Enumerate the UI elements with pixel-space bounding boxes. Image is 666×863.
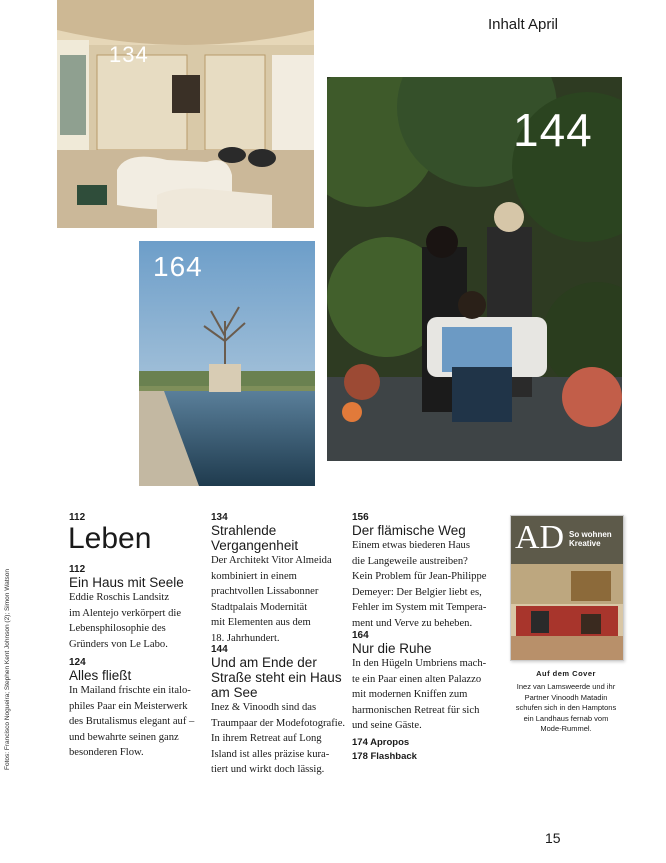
caption-line: Inez van Lamsweerde und ihr	[516, 682, 616, 691]
cover-logo: AD	[515, 519, 565, 556]
entry-title: Der flämische Weg	[352, 523, 466, 538]
text-line: philes Paar ein Meisterwerk	[69, 700, 188, 712]
toc-entry	[69, 564, 199, 652]
page-number-overlay: 134	[109, 42, 149, 67]
toc-extra-flashback: 178 Flashback	[352, 751, 417, 762]
photo-umbria-pool	[139, 241, 315, 486]
text-line: Einem etwas biederen Haus	[352, 540, 470, 551]
photo-lisbon-palace	[57, 0, 314, 228]
text-line: In den Hügeln Umbriens mach-	[352, 658, 487, 669]
title-line: Straße steht ein Haus	[211, 670, 342, 685]
text-line: Fehler im System mit Tempera-	[352, 602, 487, 613]
entry-text	[352, 656, 492, 734]
text-line: und bewahrte seinen ganz	[69, 731, 179, 743]
entry-title: Alles fließt	[69, 668, 132, 683]
page-header: Inhalt April	[487, 16, 558, 33]
entry-page: 164	[352, 630, 369, 641]
entry-text	[352, 538, 492, 631]
text-line: besonderen Flow.	[69, 747, 144, 758]
entry-page: 134	[211, 512, 228, 523]
entry-text	[211, 553, 346, 646]
title-line: Vergangenheit	[211, 538, 299, 553]
cover-label: Auf dem Cover	[536, 669, 596, 678]
text-line: 18. Jahrhundert.	[211, 632, 280, 644]
title-line: am See	[211, 685, 258, 700]
text-line: Stadtpalais Modernität	[211, 601, 308, 613]
cover-thumbnail	[510, 515, 624, 661]
toc-entry	[352, 512, 492, 631]
cover-headline: So wohnen Kreative	[569, 530, 612, 548]
cover-caption	[503, 682, 629, 735]
text-line: mit Elementen aus dem	[211, 617, 311, 628]
text-line: mit modernen Kniffen zum	[352, 689, 468, 700]
title-line: Strahlende	[211, 523, 277, 538]
text-line: Traumpaar der Modefotografie.	[211, 717, 346, 729]
toc-entry	[69, 657, 204, 761]
toc-entry	[352, 630, 492, 734]
page-number-overlay: 164	[153, 251, 203, 282]
text-line: im Alentejo verkörpert die	[69, 607, 182, 619]
caption-line: Mode-Rummel.	[540, 724, 592, 733]
toc-entry	[211, 644, 346, 778]
entry-page: 156	[352, 512, 369, 523]
section-title: Leben	[68, 522, 152, 555]
text-line: harmonischen Retreat für sich	[352, 704, 480, 716]
text-line: Demeyer: Der Belgier liebt es,	[352, 586, 482, 598]
entry-text	[69, 683, 204, 761]
photo-inez-vinoodh	[327, 77, 622, 461]
caption-line: Partner Vinoodh Matadin	[524, 692, 608, 702]
page-folio: 15	[545, 830, 561, 846]
entry-title: Ein Haus mit Seele	[69, 575, 184, 590]
text-line: kombiniert in einem	[211, 570, 297, 582]
text-line: Der Architekt Vitor Almeida	[211, 555, 332, 566]
text-line: ment und Verve zu beheben.	[352, 617, 473, 629]
entry-page: 112	[69, 564, 86, 575]
text-line: des Brutalismus elegant auf –	[69, 716, 195, 727]
toc-entry	[211, 512, 346, 646]
text-line: Inez & Vinoodh sind das	[211, 702, 317, 713]
text-line: die Langeweile austreiben?	[352, 555, 468, 567]
text-line: Lebensphilosophie des	[69, 623, 166, 634]
text-line: tiert und wirkt doch lässig.	[211, 764, 325, 775]
entry-title	[211, 655, 346, 700]
photo-credit: Fotos: Francisco Nogueira; Stephen Kent Johnson (2); Simon Watson	[4, 569, 11, 770]
entry-text	[69, 590, 199, 652]
text-line: prachtvollen Lissabonner	[211, 586, 319, 597]
text-line: Island ist alles präzise kura-	[211, 748, 330, 760]
caption-line: schufen sich in den Hamptons	[515, 703, 617, 712]
caption-line: ein Landhaus fernab vom	[523, 713, 609, 723]
entry-page: 124	[69, 657, 86, 668]
entry-title	[211, 523, 346, 553]
text-line: In ihrem Retreat auf Long	[211, 733, 322, 744]
text-line: Kein Problem für Jean-Philippe	[352, 571, 487, 582]
title-line: Und am Ende der	[211, 655, 317, 670]
text-line: und seine Gäste.	[352, 720, 422, 731]
toc-extra-apropos: 174 Apropos	[352, 737, 410, 748]
entry-title: Nur die Ruhe	[352, 641, 432, 656]
entry-text	[211, 700, 346, 778]
entry-page: 144	[211, 644, 228, 655]
section-page: 112	[69, 512, 86, 523]
text-line: te ein Paar einen alten Palazzo	[352, 673, 482, 685]
text-line: In Mailand frischte ein italo-	[69, 685, 191, 696]
page-number-overlay: 144	[513, 104, 593, 156]
text-line: Eddie Roschis Landsitz	[69, 592, 170, 603]
text-line: Gründers von Le Labo.	[69, 638, 168, 650]
